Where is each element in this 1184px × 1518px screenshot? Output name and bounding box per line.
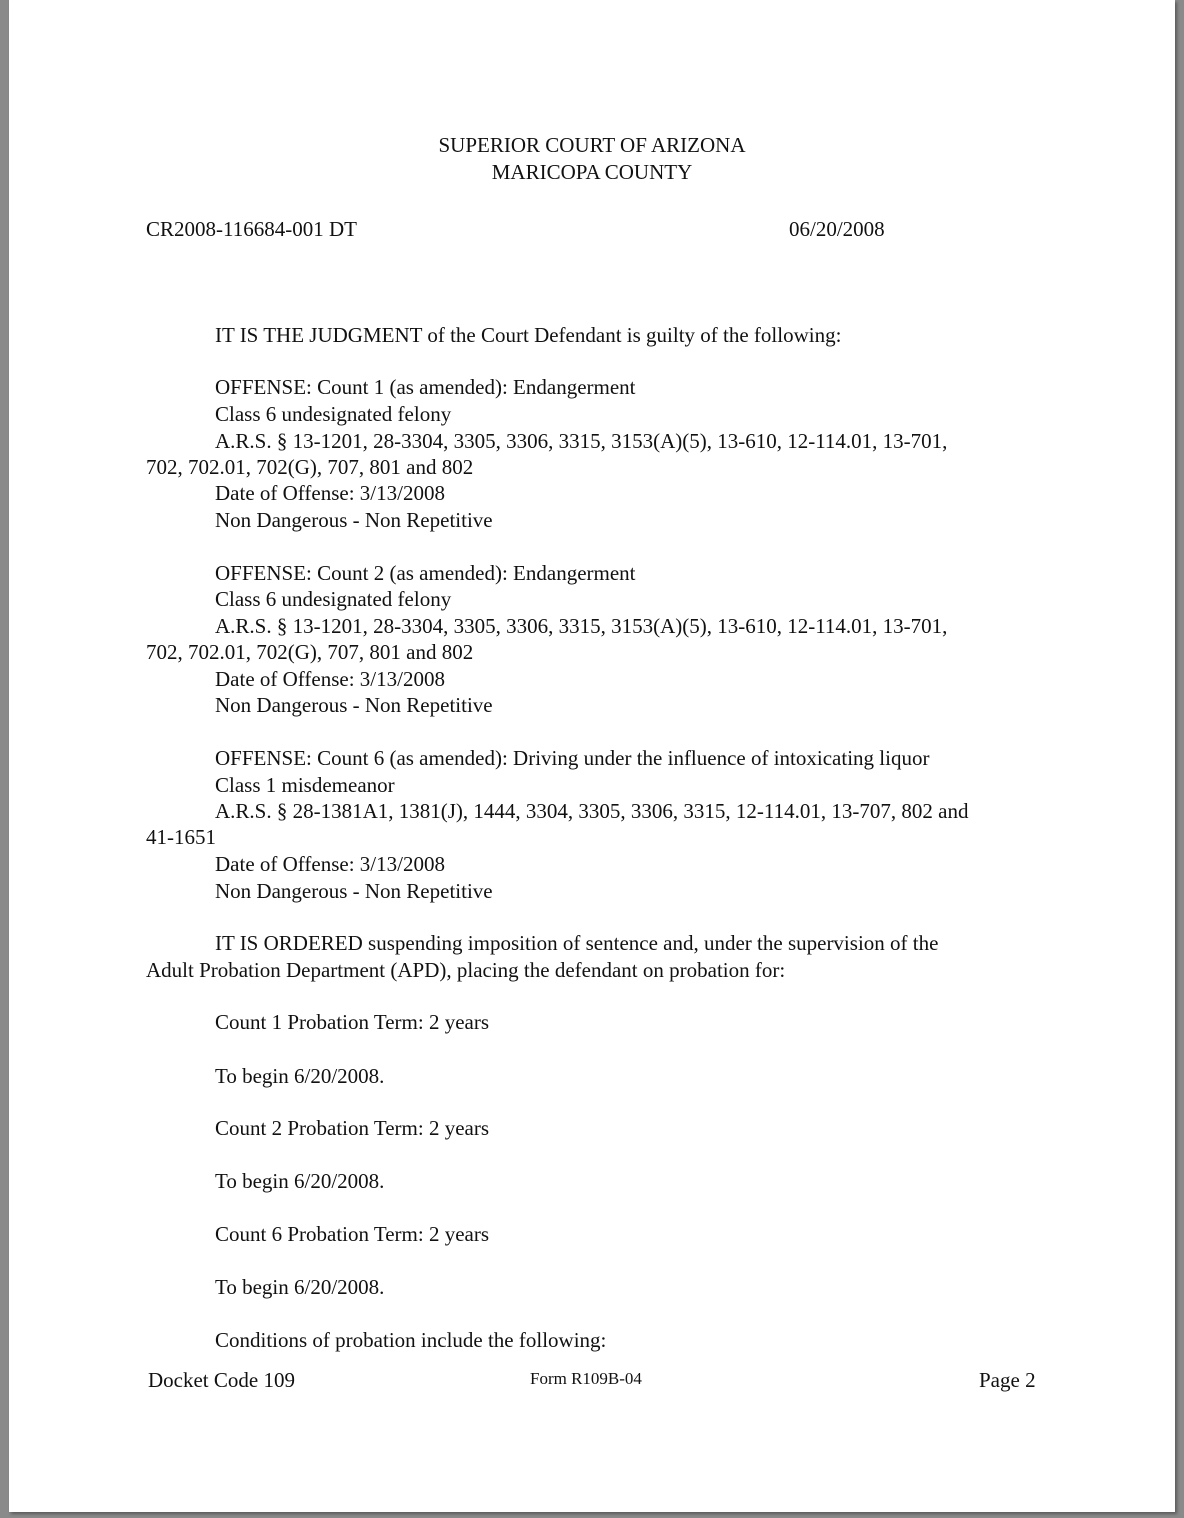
offense-title: OFFENSE: Count 2 (as amended): Endangerment <box>215 561 636 585</box>
offense-status: Non Dangerous - Non Repetitive <box>215 879 493 903</box>
docket-code: Docket Code 109 <box>148 1368 295 1392</box>
conditions-intro: Conditions of probation include the following: <box>215 1328 607 1352</box>
probation-begin: To begin 6/20/2008. <box>215 1275 385 1299</box>
offense-statute: A.R.S. § 13-1201, 28-3304, 3305, 3306, 3315, 3153(A)(5), 13-610, 12-114.01, 13-701, <box>215 429 948 453</box>
offense-class: Class 1 misdemeanor <box>215 773 395 797</box>
offense-date: Date of Offense: 3/13/2008 <box>215 852 445 876</box>
judgment-intro: IT IS THE JUDGMENT of the Court Defendant is guilty of the following: <box>215 323 842 347</box>
offense-statute-continued: 702, 702.01, 702(G), 707, 801 and 802 <box>146 455 474 479</box>
offense-statute: A.R.S. § 28-1381A1, 1381(J), 1444, 3304, 3305, 3306, 3315, 12-114.01, 13-707, 802 and <box>215 799 969 823</box>
order-text-continued: Adult Probation Department (APD), placing the defendant on probation for: <box>146 958 786 982</box>
order-text: IT IS ORDERED suspending imposition of sentence and, under the supervision of the <box>215 931 939 955</box>
offense-statute-continued: 41-1651 <box>146 825 216 849</box>
offense-class: Class 6 undesignated felony <box>215 587 452 611</box>
offense-date: Date of Offense: 3/13/2008 <box>215 667 445 691</box>
offense-title: OFFENSE: Count 6 (as amended): Driving under the influence of intoxicating liquor <box>215 746 930 770</box>
offense-statute: A.R.S. § 13-1201, 28-3304, 3305, 3306, 3315, 3153(A)(5), 13-610, 12-114.01, 13-701, <box>215 614 948 638</box>
header-date: 06/20/2008 <box>789 217 885 241</box>
document-page <box>9 0 1175 1512</box>
probation-term: Count 6 Probation Term: 2 years <box>215 1222 490 1246</box>
probation-begin: To begin 6/20/2008. <box>215 1064 385 1088</box>
county-name: MARICOPA COUNTY <box>491 160 693 184</box>
probation-term: Count 2 Probation Term: 2 years <box>215 1116 490 1140</box>
probation-begin: To begin 6/20/2008. <box>215 1169 385 1193</box>
probation-term: Count 1 Probation Term: 2 years <box>215 1010 490 1034</box>
offense-class: Class 6 undesignated felony <box>215 402 452 426</box>
offense-date: Date of Offense: 3/13/2008 <box>215 481 445 505</box>
offense-status: Non Dangerous - Non Repetitive <box>215 693 493 717</box>
form-number: Form R109B-04 <box>530 1369 642 1388</box>
offense-statute-continued: 702, 702.01, 702(G), 707, 801 and 802 <box>146 640 474 664</box>
offense-status: Non Dangerous - Non Repetitive <box>215 508 493 532</box>
offense-title: OFFENSE: Count 1 (as amended): Endangerment <box>215 375 636 399</box>
case-number: CR2008-116684-001 DT <box>146 217 357 241</box>
court-name: SUPERIOR COURT OF ARIZONA <box>438 133 746 157</box>
page-number: Page 2 <box>979 1368 1036 1392</box>
